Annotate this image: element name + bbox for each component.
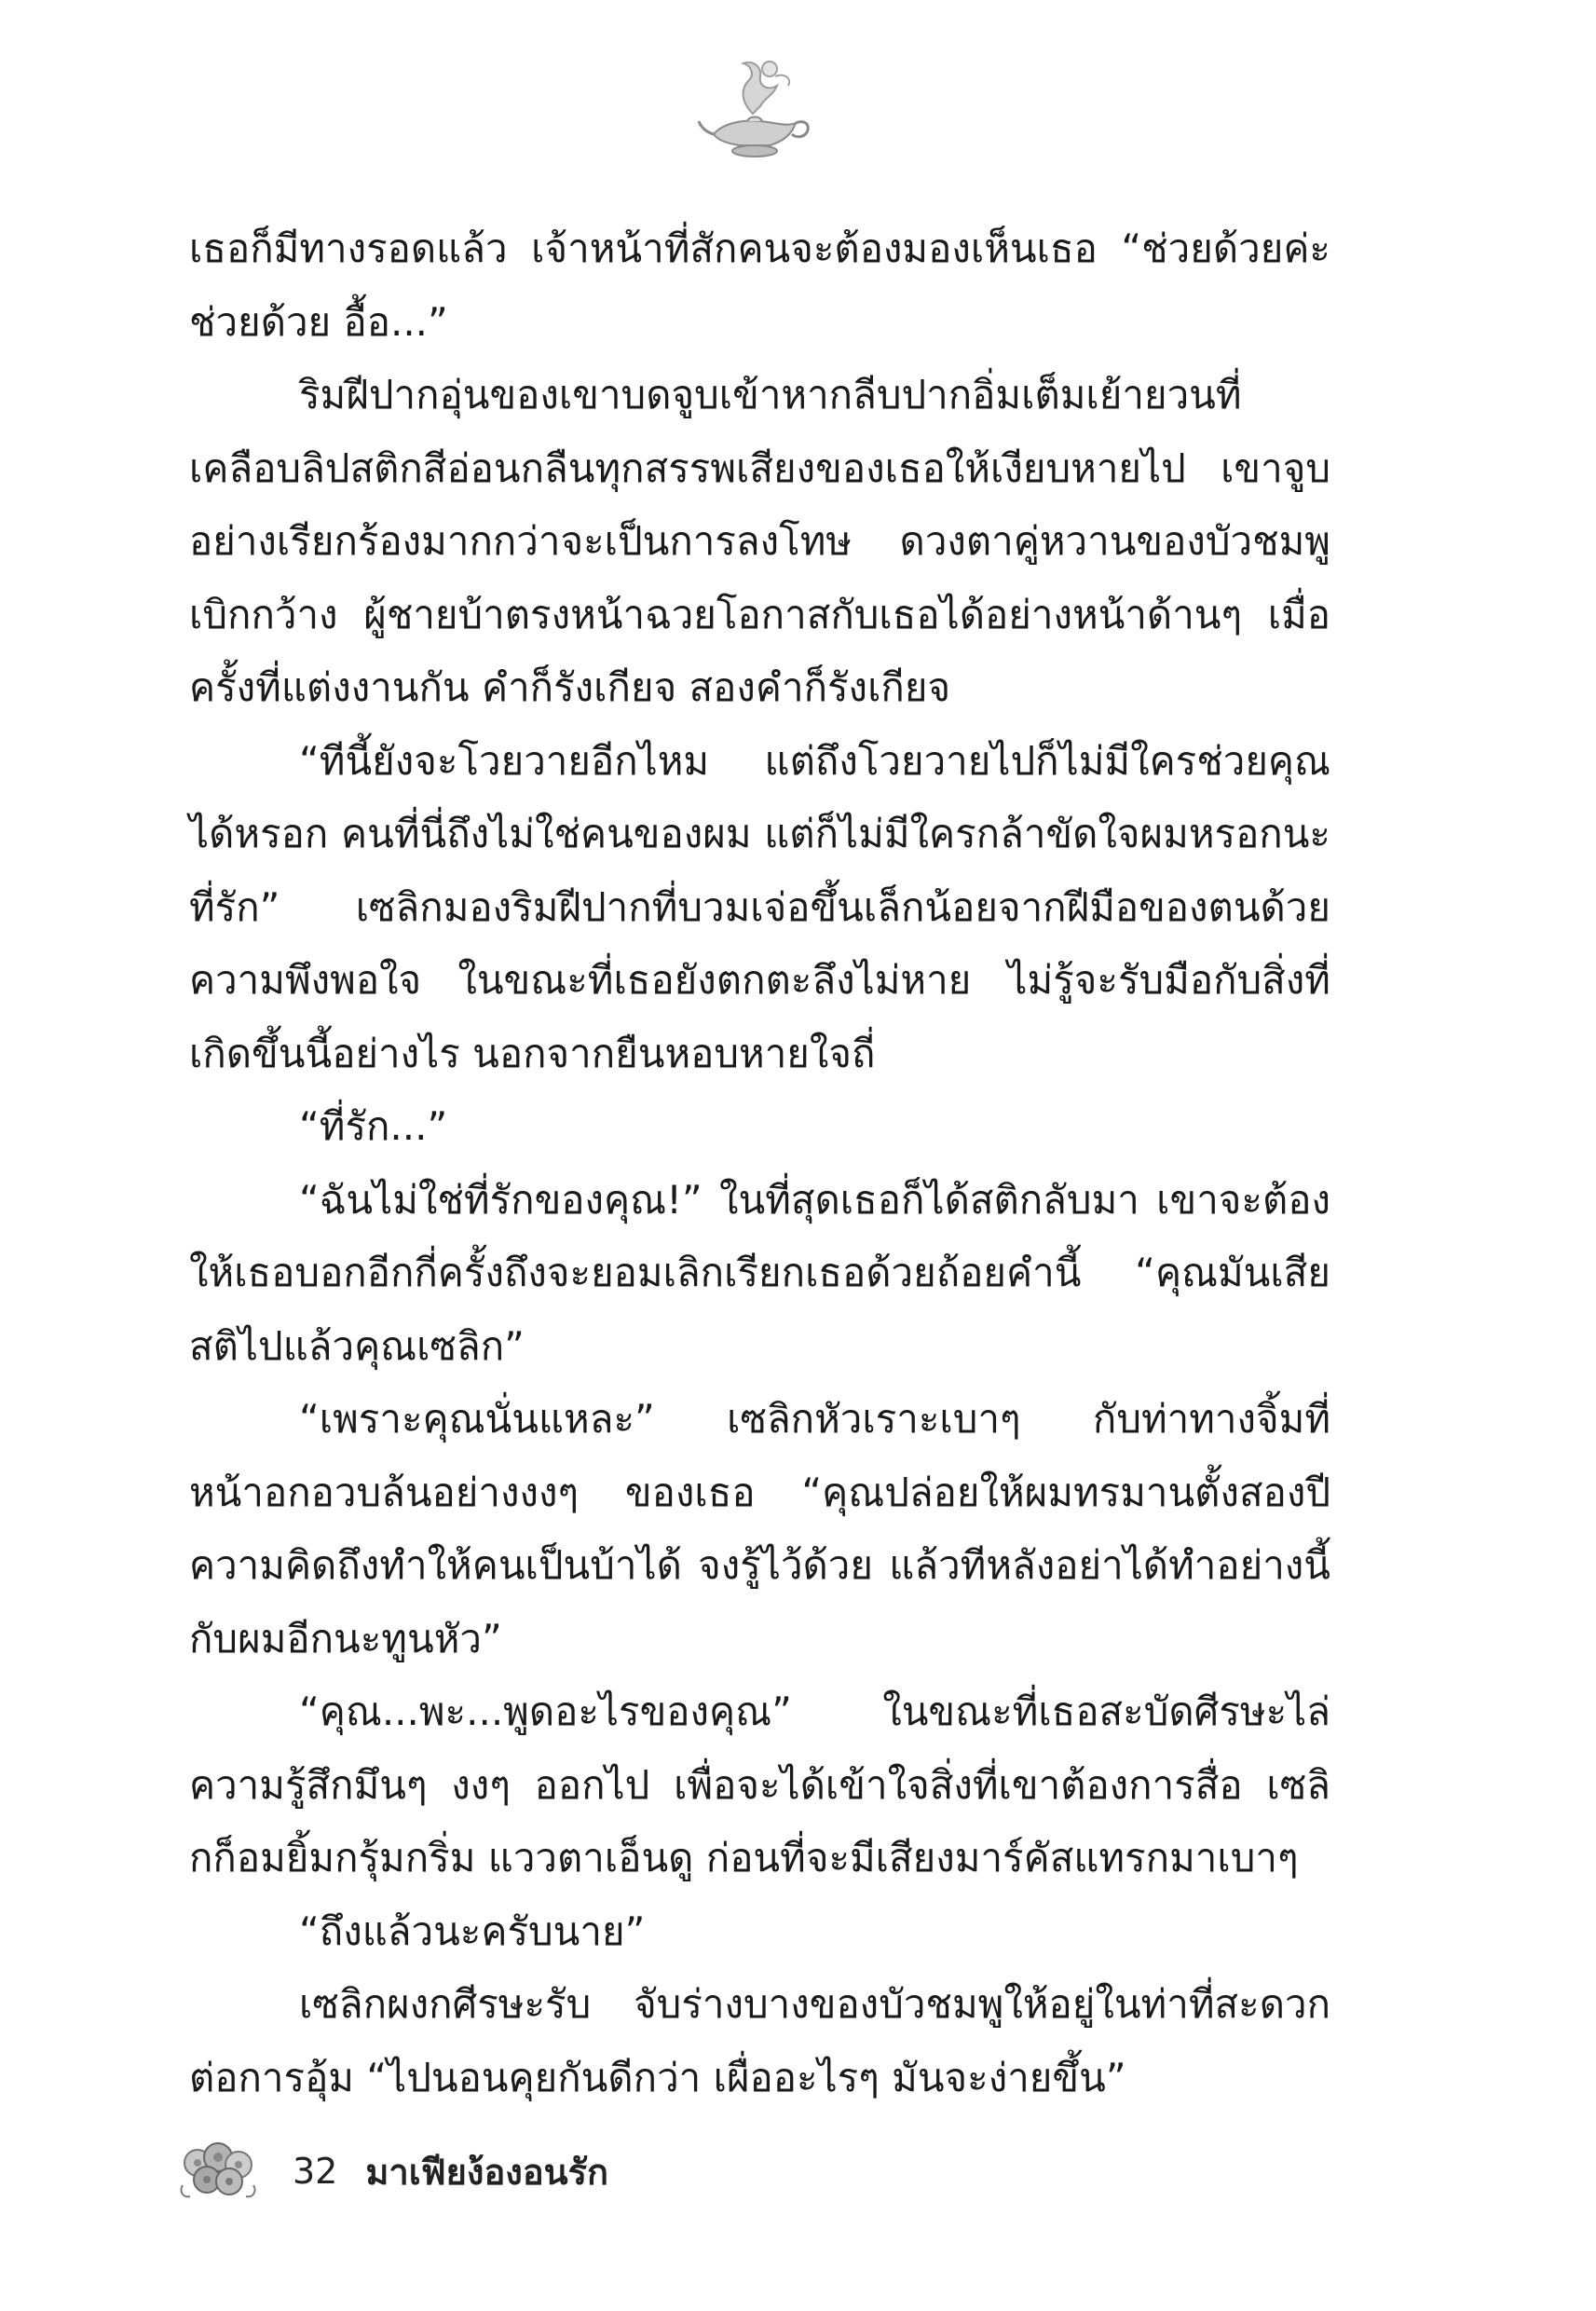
- body-text: [189, 212, 1330, 2114]
- paragraph: “ถึงแล้วนะครับนาย”: [299, 1908, 646, 1954]
- paragraph: ริมฝีปากอุ่นของเขาบดจูบเข้าหากลีบปากอิ่มเต็มเย้ายวนที่เคลือบลิปสติกสีอ่อนกลืนทุกสรรพเสียงของเธอให้เงียบหายไป เขาจูบอย่างเรียกร้องมากกว่าจะเป็นการลงโทษ ดวงตาคู่หวานของบัวชมพูเบิกกว้าง ผู้ชายบ้าตรงหน้าฉวยโอกาสกับเธอได้อย่างหน้าด้านๆ เมื่อครั้งที่แต่งงานกัน คำก็รังเกียจ สองคำก็รังเกียจ: [189, 372, 1330, 710]
- book-title: มาเฟียง้องอนรัก: [365, 2151, 609, 2193]
- paragraph: “คุณ...พะ...พูดอะไรของคุณ” ในขณะที่เธอสะบัดศีรษะไล่ความรู้สึกมึนๆ งงๆ ออกไป เพื่อจะได้เข้าใจสิ่งที่เขาต้องการสื่อ เซลิกก็อมยิ้มกรุ้มกริ่ม แววตาเอ็นดู ก่อนที่จะมีเสียงมาร์คัสแทรกมาเบาๆ: [189, 1689, 1330, 1880]
- paragraph: “เพราะคุณนั่นแหละ” เซลิกหัวเราะเบาๆ กับท่าทางจิ้มที่หน้าอกอวบล้นอย่างงงๆ ของเธอ “คุณปล่อยให้ผมทรมานตั้งสองปี ความคิดถึงทำให้คนเป็นบ้าได้ จงรู้ไว้ด้วย แล้วทีหลังอย่าได้ทำอย่างนี้กับผมอีกนะทูนหัว”: [189, 1396, 1330, 1661]
- paragraph: “ทีนี้ยังจะโวยวายอีกไหม แต่ถึงโวยวายไปก็ไม่มีใครช่วยคุณได้หรอก คนที่นี่ถึงไม่ใช่คนของผม แต่ก็ไม่มีใครกล้าขัดใจผมหรอกนะที่รัก” เซลิกมองริมฝีปากที่บวมเจ่อขึ้นเล็กน้อยจากฝีมือของตนด้วยความพึงพอใจ ในขณะที่เธอยังตกตะลึงไม่หาย ไม่รู้จะรับมือกับสิ่งที่เกิดขึ้นนี้อย่างไร นอกจากยืนหอบหายใจถี่: [189, 737, 1330, 1076]
- flower-bouquet-ornament-icon: [177, 2139, 259, 2204]
- paragraph: เซลิกผงกศีรษะรับ จับร่างบางของบัวชมพูให้อยู่ในท่าที่สะดวกต่อการอุ้ม “ไปนอนคุยกันดีกว่า เผื่ออะไรๆ มันจะง่ายขึ้น”: [189, 1981, 1330, 2100]
- paragraph: “ฉันไม่ใช่ที่รักของคุณ!” ในที่สุดเธอก็ได้สติกลับมา เขาจะต้องให้เธอบอกอีกกี่ครั้งถึงจะยอมเลิกเรียกเธอด้วยถ้อยคำนี้ “คุณมันเสียสติไปแล้วคุณเซลิก”: [189, 1176, 1330, 1369]
- page-footer: [177, 2139, 608, 2204]
- genie-lamp-ornament-icon: [695, 48, 816, 170]
- page-number: 32: [293, 2151, 338, 2192]
- paragraph: เธอก็มีทางรอดแล้ว เจ้าหน้าที่สักคนจะต้องมองเห็นเธอ “ช่วยด้วยค่ะ ช่วยด้วย อื้อ...”: [189, 226, 1330, 345]
- paragraph: “ที่รัก...”: [299, 1103, 448, 1149]
